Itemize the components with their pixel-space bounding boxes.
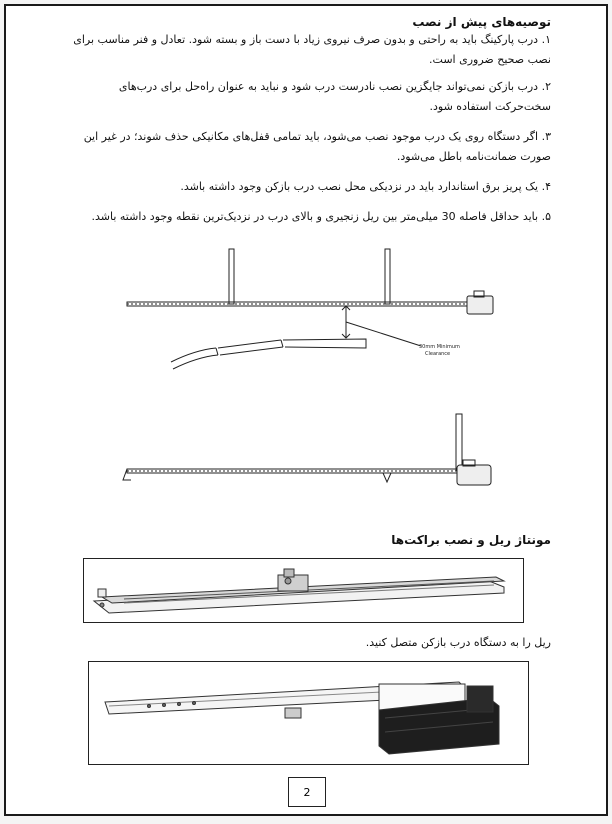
rail-photo-frame <box>83 558 524 623</box>
clearance-label-2: Clearance <box>425 351 451 357</box>
rail-photo <box>84 559 522 621</box>
instruction-item-5: ۵. باید حداقل فاصله 30 میلی‌متر بین ریل زنجیری و بالای درب در نزدیک‌ترین نقطه وجود داشته باشد. <box>91 210 551 223</box>
clearance-label: 30mm Minimum <box>419 344 460 350</box>
section-heading-pre-install: توصیه‌های پیش از نصب <box>412 15 551 29</box>
clearance-diagram <box>121 244 501 374</box>
instruction-item-4: ۴. یک پریز برق استاندارد باید در نزدیکی محل نصب درب بازکن وجود داشته باشد. <box>180 180 551 193</box>
instruction-item-3: ۳. اگر دستگاه روی یک درب موجود نصب می‌شود، باید تمامی قفل‌های مکانیکی حذف شوند؛ در غیر این صورت ضمانت‌نامه باطل می‌شود. <box>83 130 551 163</box>
motor-photo-frame <box>88 661 529 765</box>
page-number: 2 <box>288 777 326 807</box>
instruction-item-2: ۲. درب بازکن نمی‌تواند جایگزین نصب نادرست درب شود و نباید به عنوان راه‌حل برای درب‌های سخت‌حرکت استفاده شود. <box>118 80 551 113</box>
instruction-item-1: ۱. درب پارکینگ باید به راحتی و بدون صرف نیروی زیاد با دست باز و بسته شود. تعادل و فنر مناسب برای نصب صحیح ضروری است. <box>73 33 551 66</box>
photo-caption: ریل را به دستگاه درب بازکن متصل کنید. <box>365 636 551 649</box>
motor-photo <box>89 662 527 763</box>
document-page <box>4 4 608 816</box>
rail-mount-diagram <box>121 408 501 500</box>
section-heading-rail-assembly: مونتاژ ریل و نصب براکت‌ها <box>391 533 551 547</box>
